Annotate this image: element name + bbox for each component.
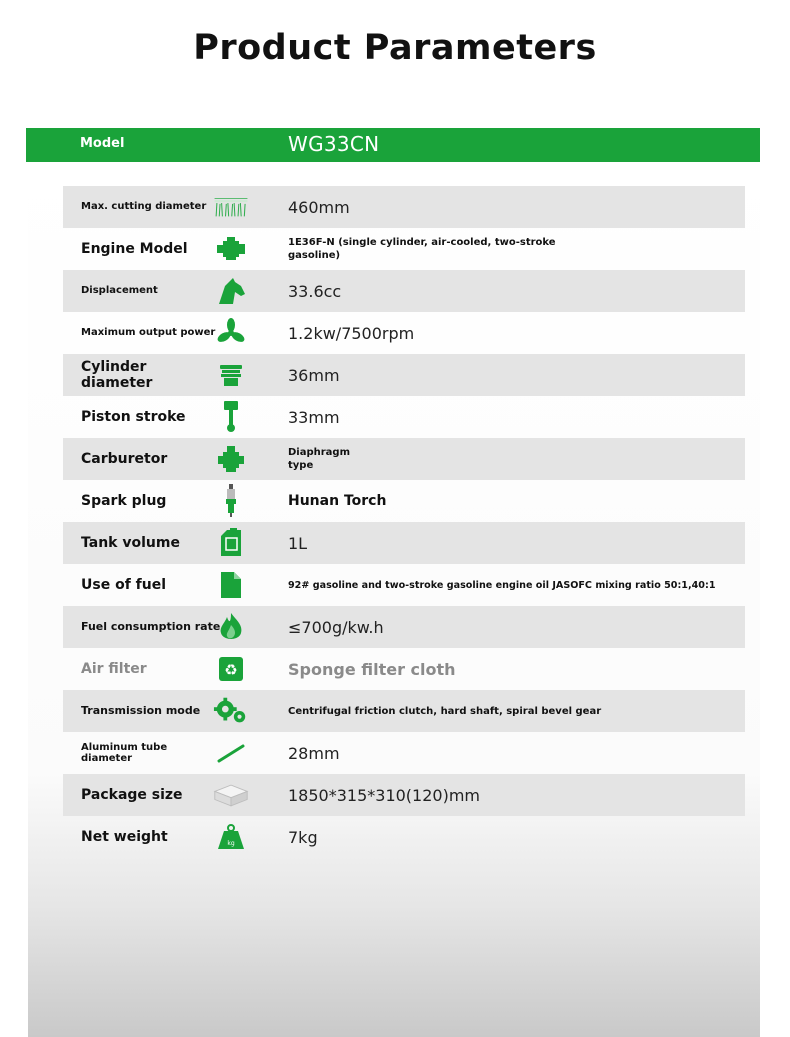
param-value: ≤700g/kw.h bbox=[288, 617, 384, 637]
document-icon bbox=[213, 569, 249, 601]
tube-icon bbox=[213, 737, 249, 769]
param-label: Tank volume bbox=[81, 534, 180, 551]
table-row bbox=[63, 270, 753, 312]
param-value: Centrifugal friction clutch, hard shaft, spiral bevel gear bbox=[288, 705, 602, 717]
param-value: 1850*315*310(120)mm bbox=[288, 785, 480, 805]
svg-text:♻: ♻ bbox=[224, 661, 238, 679]
param-value: Hunan Torch bbox=[288, 493, 387, 509]
param-label: Maximum output power bbox=[81, 327, 216, 339]
param-label: Package size bbox=[81, 786, 183, 803]
param-value: 36mm bbox=[288, 365, 340, 385]
param-value: Sponge filter cloth bbox=[288, 659, 456, 679]
table-row bbox=[63, 564, 753, 606]
table-row bbox=[63, 732, 753, 774]
param-label: Transmission mode bbox=[81, 703, 201, 717]
table-row bbox=[63, 312, 753, 354]
param-label: Cylinder diameter bbox=[81, 358, 153, 391]
table-row bbox=[63, 438, 753, 480]
weight-icon bbox=[213, 821, 249, 853]
param-value: 33.6cc bbox=[288, 281, 342, 301]
param-value: 92# gasoline and two-stroke gasoline engine oil JASOFC mixing ratio 50:1,40:1 bbox=[288, 579, 716, 591]
param-label: Engine Model bbox=[81, 240, 188, 257]
param-label: Aluminum tube diameter bbox=[81, 741, 168, 764]
param-label: Air filter bbox=[81, 660, 147, 677]
box-icon bbox=[213, 779, 249, 811]
piston-icon bbox=[213, 401, 249, 433]
recycle-icon bbox=[213, 653, 249, 685]
table-row bbox=[63, 606, 753, 648]
param-value: 1E36F-N (single cylinder, air-cooled, two-stroke gasoline) bbox=[288, 237, 556, 261]
carburetor-icon bbox=[213, 443, 249, 475]
param-label: Net weight bbox=[81, 828, 168, 845]
grass-cutting-icon bbox=[213, 191, 249, 223]
parameter-table bbox=[63, 186, 753, 858]
table-row bbox=[63, 396, 753, 438]
param-label: Fuel consumption rate bbox=[81, 619, 221, 633]
param-value: 33mm bbox=[288, 407, 340, 427]
model-label: Model bbox=[80, 136, 125, 151]
model-value: WG33CN bbox=[288, 132, 380, 156]
gears-icon bbox=[213, 695, 249, 727]
param-value: 7kg bbox=[288, 827, 318, 847]
engine-icon bbox=[213, 233, 249, 265]
param-label: Piston stroke bbox=[81, 408, 186, 425]
param-label: Carburetor bbox=[81, 450, 168, 467]
param-value: 1L bbox=[288, 533, 308, 553]
propeller-icon bbox=[213, 317, 249, 349]
table-row bbox=[63, 690, 753, 732]
table-row bbox=[63, 522, 753, 564]
table-row bbox=[63, 480, 753, 522]
model-header bbox=[26, 128, 760, 162]
flame-icon bbox=[213, 611, 249, 643]
param-label: Max. cutting diameter bbox=[81, 201, 207, 213]
horse-head-icon bbox=[213, 275, 249, 307]
weight-icon-text: kg bbox=[227, 840, 235, 847]
param-label: Displacement bbox=[81, 285, 158, 297]
table-row bbox=[63, 774, 753, 816]
fuel-can-icon bbox=[213, 527, 249, 559]
table-row bbox=[63, 228, 753, 270]
param-label: Use of fuel bbox=[81, 576, 167, 593]
cylinder-icon bbox=[213, 359, 249, 391]
table-row bbox=[63, 186, 753, 228]
param-value: 28mm bbox=[288, 743, 340, 763]
table-row bbox=[63, 816, 753, 858]
param-value: 1.2kw/7500rpm bbox=[288, 323, 415, 343]
spark-plug-icon bbox=[213, 485, 249, 517]
table-row bbox=[63, 648, 753, 690]
page-title: Product Parameters bbox=[193, 28, 597, 68]
param-value: 460mm bbox=[288, 197, 350, 217]
param-label: Spark plug bbox=[81, 492, 167, 509]
table-row bbox=[63, 354, 753, 396]
param-value: Diaphragm type bbox=[288, 447, 351, 471]
